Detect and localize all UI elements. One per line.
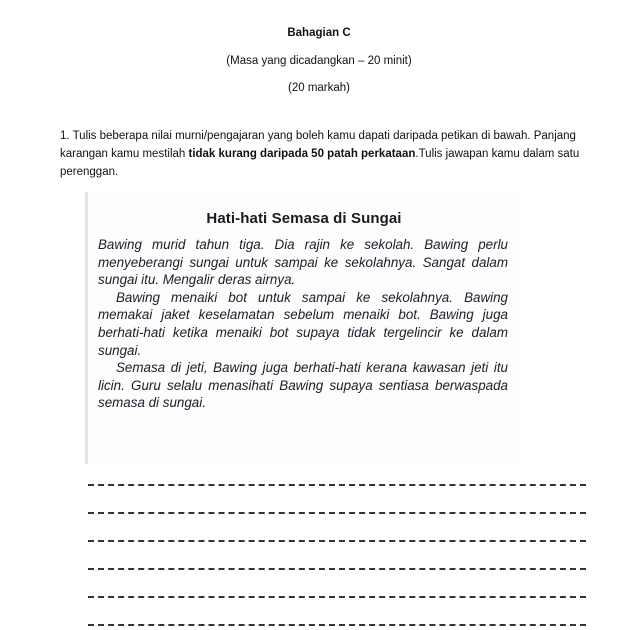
answer-line-6[interactable] [88, 624, 586, 626]
question-intro: 1. Tulis beberapa nilai murni/pengajaran yang boleh kamu dapati daripada petikan di bawah. Panjang karangan kamu mestilah [60, 130, 576, 160]
answer-line-2[interactable] [88, 512, 586, 514]
time-allocated: (Masa yang dicadangkan – 20 minit) [226, 55, 412, 67]
passage-paragraph-1: Bawing murid tahun tiga. Dia rajin ke sekolah. Bawing perlu menyeberangi sungai untuk sampai ke sekolahnya. Sangat dalam sungai itu. Mengalir deras airnya. [98, 237, 508, 288]
answer-line-5[interactable] [88, 596, 586, 598]
passage-paragraph-3: Semasa di jeti, Bawing juga berhati-hati kerana kawasan jeti itu licin. Guru selalu menasihati Bawing supaya sentiasa berwaspada semasa di sungai. [98, 360, 508, 411]
answer-line-4[interactable] [88, 568, 586, 570]
question-outro: .Tulis jawapan kamu dalam satu perenggan. [60, 148, 580, 178]
question-instruction [60, 127, 590, 181]
answer-line-1[interactable] [88, 484, 586, 486]
passage-paragraph-2: Bawing menaiki bot untuk sampai ke sekolahnya. Bawing memakai jaket keselamatan sebelum menaiki bot. Bawing juga berhati-hati ketika menaiki bot supaya tidak tergelincir ke dalam sungai. [98, 289, 508, 358]
question-emphasis: tidak kurang daripada 50 patah perkataan [188, 148, 416, 160]
passage-title: Hati-hati Semasa di Sungai [206, 210, 402, 227]
marks-label: (20 markah) [288, 82, 350, 94]
section-title: Bahagian C [287, 27, 351, 39]
passage-body [98, 236, 508, 412]
passage-image [88, 192, 520, 464]
answer-line-3[interactable] [88, 540, 586, 542]
